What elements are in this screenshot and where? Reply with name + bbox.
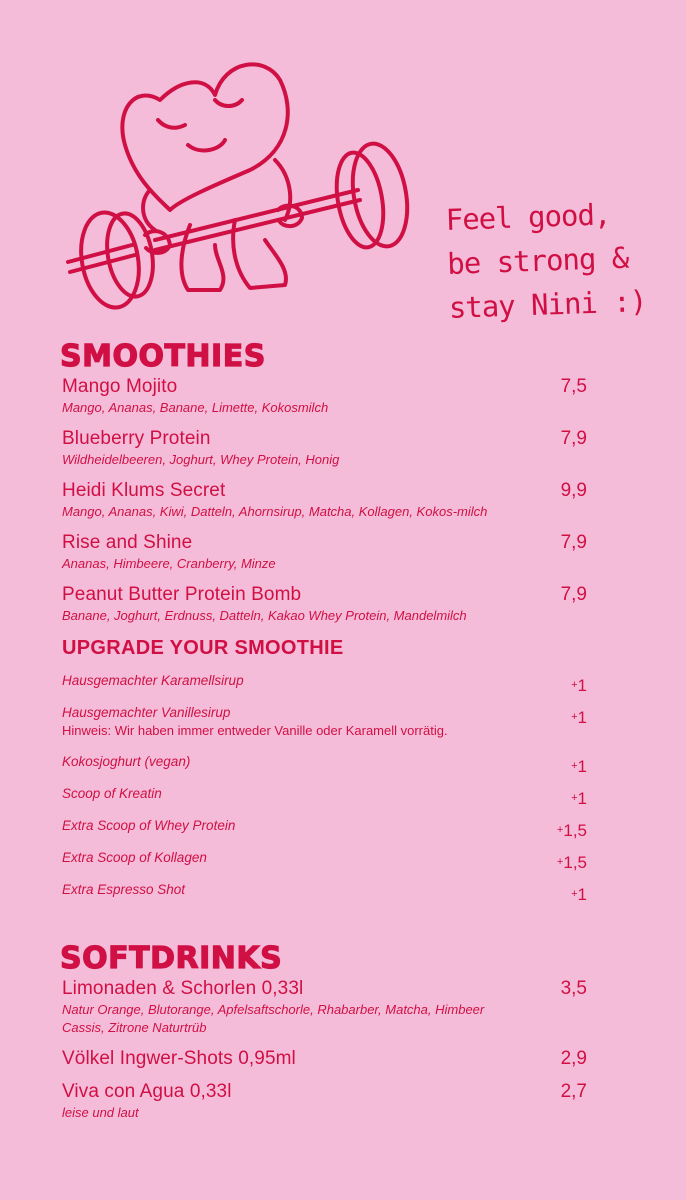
item-description: Mango, Ananas, Kiwi, Datteln, Ahornsirup, Matcha, Kollagen, Kokos-milch <box>62 504 488 519</box>
item-description: Ananas, Himbeere, Cranberry, Minze <box>62 556 276 571</box>
item-price: 7,5 <box>560 376 587 397</box>
upgrade-name: Extra Scoop of Whey Protein <box>62 818 236 833</box>
upgrade-price: +1 <box>571 789 587 808</box>
tagline-line: be strong & <box>446 240 629 281</box>
item-name: Heidi Klums Secret <box>62 480 226 501</box>
upgrade-price: +1 <box>571 708 587 727</box>
item-price: 3,5 <box>560 978 587 999</box>
item-name: Rise and Shine <box>62 532 193 553</box>
item-name: Peanut Butter Protein Bomb <box>62 584 302 605</box>
item-price: 7,9 <box>560 428 587 449</box>
upgrade-price: +1 <box>571 757 587 776</box>
item-price: 9,9 <box>560 480 587 501</box>
item-price: 2,9 <box>560 1048 587 1069</box>
menu-item <box>62 1048 592 1070</box>
item-description: leise und laut <box>62 1105 139 1120</box>
upgrade-item <box>62 672 592 695</box>
section-title-upgrade: UPGRADE YOUR SMOOTHIE <box>62 637 344 659</box>
menu-item <box>62 376 592 417</box>
section-title-softdrinks: SOFTDRINKS <box>60 941 283 976</box>
item-price: 2,7 <box>560 1081 587 1102</box>
upgrade-item <box>62 753 592 776</box>
item-description: Banane, Joghurt, Erdnuss, Datteln, Kakao Whey Protein, Mandelmilch <box>62 608 467 623</box>
item-price: 7,9 <box>560 532 587 553</box>
upgrade-price: +1 <box>571 676 587 695</box>
item-name: Blueberry Protein <box>62 428 211 449</box>
smoothies-section <box>62 340 592 913</box>
upgrade-item <box>62 785 592 808</box>
menu-item <box>62 1081 592 1122</box>
upgrade-name: Kokosjoghurt (vegan) <box>62 754 191 769</box>
tagline-line: stay Nini :) <box>448 284 647 325</box>
item-description: Natur Orange, Blutorange, Apfelsaftschorle, Rhabarber, Matcha, Himbeer Cassis, Zitrone Naturtrüb <box>62 1002 485 1035</box>
upgrade-price: +1,5 <box>556 821 587 840</box>
tagline-line: Feel good, <box>445 197 611 237</box>
item-name: Mango Mojito <box>62 376 178 397</box>
menu-item <box>62 584 592 625</box>
tagline <box>445 190 669 330</box>
upgrade-name: Extra Espresso Shot <box>62 882 186 897</box>
heart-weightlifter-icon <box>40 50 420 320</box>
item-name: Viva con Agua 0,33l <box>62 1081 232 1102</box>
item-name: Limonaden & Schorlen 0,33l <box>62 978 304 999</box>
item-description: Mango, Ananas, Banane, Limette, Kokosmilch <box>62 400 329 415</box>
upgrade-note: Hinweis: Wir haben immer entweder Vanille oder Karamell vorrätig. <box>62 723 448 738</box>
upgrade-item <box>62 849 592 872</box>
item-name: Völkel Ingwer-Shots 0,95ml <box>62 1048 296 1069</box>
item-description: Wildheidelbeeren, Joghurt, Whey Protein, Honig <box>62 452 340 467</box>
menu-item <box>62 532 592 573</box>
upgrade-name: Scoop of Kreatin <box>62 786 162 801</box>
section-title-smoothies: SMOOTHIES <box>60 339 266 374</box>
upgrade-name: Hausgemachter Karamellsirup <box>62 673 244 688</box>
item-price: 7,9 <box>560 584 587 605</box>
menu-item <box>62 978 592 1037</box>
upgrade-item <box>62 704 592 739</box>
menu-item <box>62 480 592 521</box>
menu-item <box>62 428 592 469</box>
upgrade-price: +1,5 <box>556 853 587 872</box>
upgrade-price: +1 <box>571 885 587 904</box>
softdrinks-section <box>62 942 592 1133</box>
upgrade-item <box>62 881 592 904</box>
upgrade-item <box>62 817 592 840</box>
upgrade-name: Hausgemachter Vanillesirup <box>62 705 231 720</box>
upgrade-name: Extra Scoop of Kollagen <box>62 850 207 865</box>
